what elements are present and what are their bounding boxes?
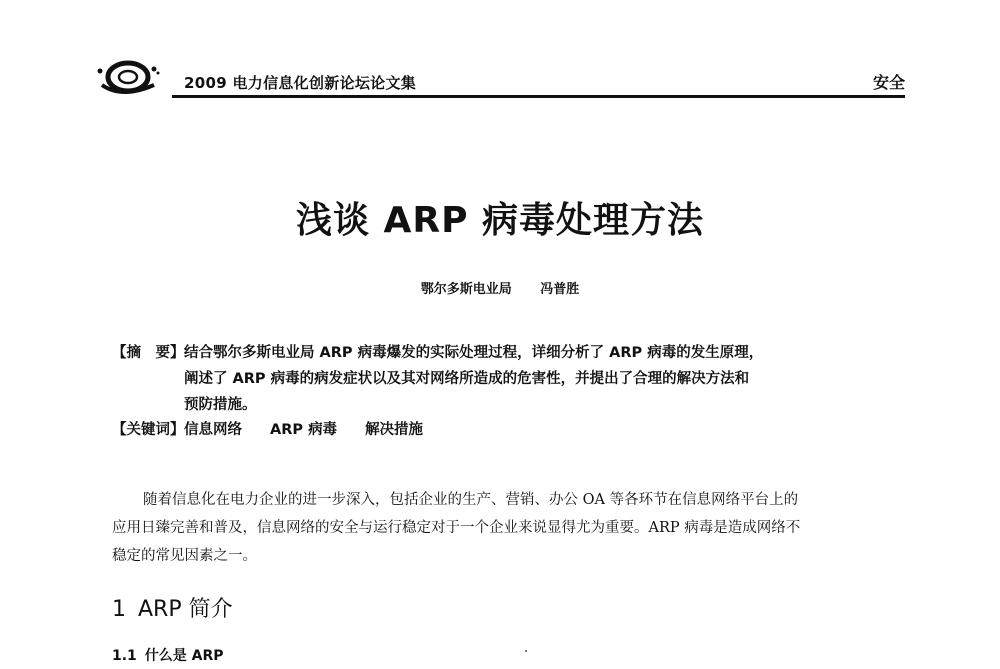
author-name: 冯普胜: [540, 282, 580, 297]
keyword: 信息网络: [184, 422, 242, 438]
author-line: [0, 278, 1000, 297]
paragraph-line: 稳定的常见因素之一。: [112, 548, 257, 564]
paragraph-line: 应用日臻完善和普及，信息网络的安全与运行稳定对于一个企业来说显得尤为重要。ARP 病毒是造成网络不: [112, 520, 801, 536]
running-header: [92, 55, 905, 101]
swirl-logo-icon: [92, 55, 162, 99]
paper-title: 浅谈 ARP 病毒处理方法: [295, 200, 705, 241]
author-affiliation: 鄂尔多斯电业局: [420, 282, 512, 297]
subsection-heading: [112, 645, 224, 665]
header-divider: [172, 95, 905, 98]
abstract-line: 预防措施。: [184, 397, 257, 413]
paragraph-line: 随着信息化在电力企业的进一步深入，包括企业的生产、营销、办公 OA 等各环节在信息网络平台上的: [143, 492, 799, 508]
section-heading: [112, 592, 233, 623]
abstract-line: 阐述了 ARP 病毒的病发症状以及其对网络所造成的危害性，并提出了合理的解决方法和: [184, 371, 750, 387]
keywords: [112, 418, 451, 439]
series-title: 2009 电力信息化创新论坛论文集: [184, 74, 417, 92]
section-title: ARP 简介: [138, 597, 233, 622]
scan-speck: [525, 650, 527, 652]
abstract-label: 【摘 要】: [112, 345, 185, 361]
abstract-line: 结合鄂尔多斯电业局 ARP 病毒爆发的实际处理过程，详细分析了 ARP 病毒的发生原理，: [184, 345, 764, 361]
section-number: 1: [112, 597, 126, 622]
subsection-number: 1.1: [112, 648, 137, 664]
keyword: 解决措施: [365, 422, 424, 438]
subsection-title: 什么是 ARP: [144, 648, 224, 664]
section-tag: 安全: [872, 73, 905, 92]
intro-paragraph: [112, 486, 908, 570]
keyword: ARP 病毒: [270, 422, 338, 438]
keywords-label: 【关键词】: [112, 422, 185, 438]
abstract: [112, 340, 902, 418]
